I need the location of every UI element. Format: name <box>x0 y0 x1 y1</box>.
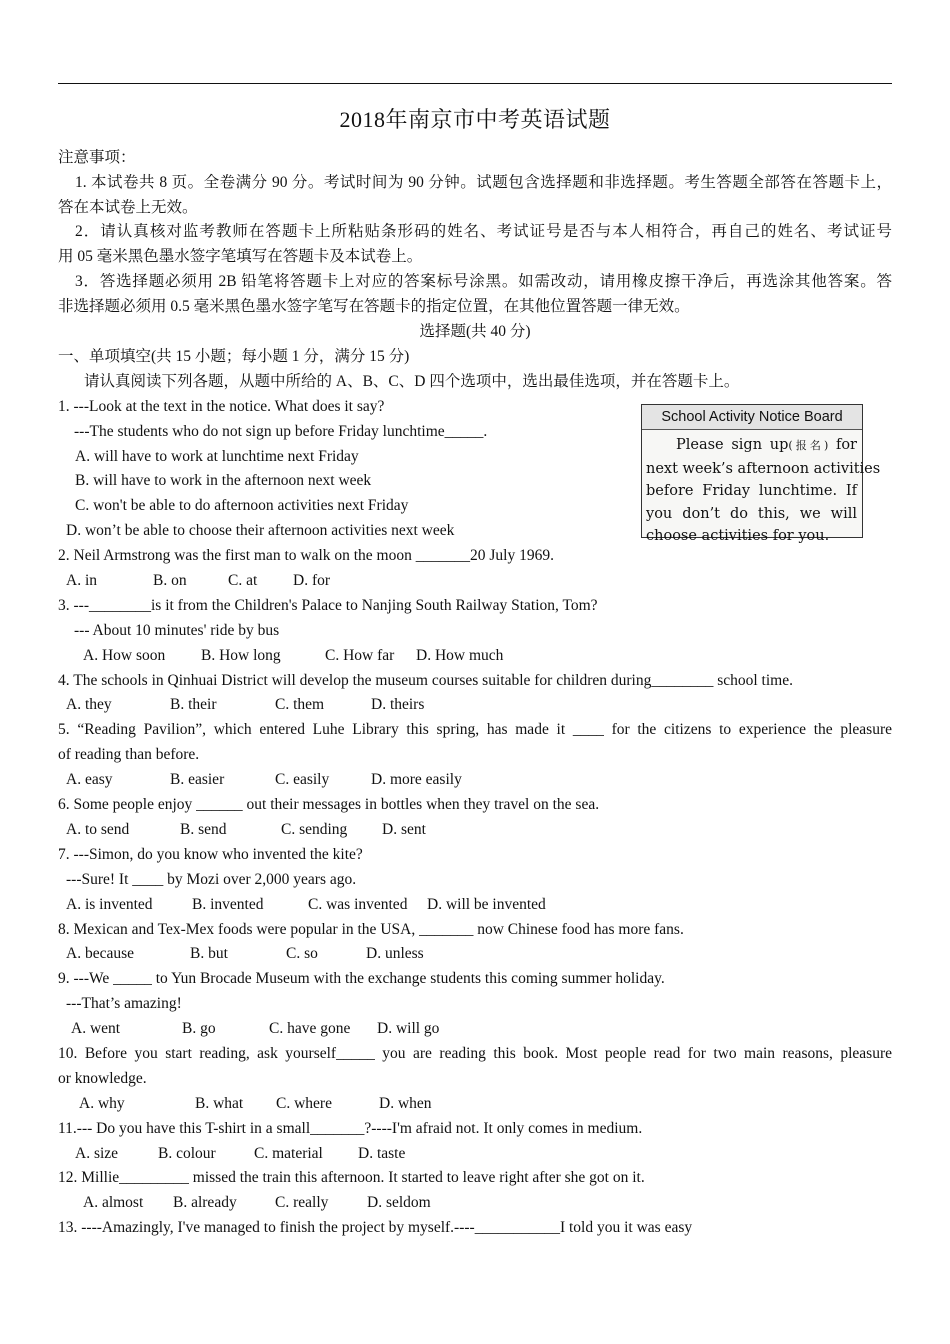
q11-option-a: A. size <box>75 1145 119 1162</box>
q5-option-d: D. more easily <box>371 771 462 788</box>
q5-option-b: B. easier <box>170 771 225 788</box>
q10-option-c: C. where <box>276 1095 332 1112</box>
q12-option-d: D. seldom <box>367 1194 431 1211</box>
q12-option-c: C. really <box>275 1194 329 1211</box>
q9-option-d: D. will go <box>377 1020 440 1037</box>
notice-board-image <box>641 404 881 544</box>
q6-option-c: C. sending <box>281 821 348 838</box>
q11-stem: 11.--- Do you have this T-shirt in a small_______?----I'm afraid not. It only comes in medium. <box>58 1120 643 1137</box>
q11-option-d: D. taste <box>358 1145 406 1162</box>
note-2-line-2: 用 05 毫米黑色墨水签字笔填写在答题卡及本试卷上。 <box>58 248 423 265</box>
q5-stem-line-2: of reading than before. <box>58 746 200 763</box>
q7-stem-2: ---Sure! It ____ by Mozi over 2,000 years ago. <box>66 871 357 888</box>
q2-option-d: D. for <box>293 572 331 589</box>
q8-option-b: B. but <box>190 945 228 962</box>
q9-option-a: A. went <box>71 1020 121 1037</box>
q3-stem-2: --- About 10 minutes' ride by bus <box>74 622 280 639</box>
q13-stem: 13. ----Amazingly, I've managed to finish the project by myself.----___________I told you it was easy <box>58 1219 693 1236</box>
notice-board-text <box>642 430 881 548</box>
q9-stem-2: ---That’s amazing! <box>66 995 182 1012</box>
q3-option-a: A. How soon <box>83 647 166 664</box>
section-title: 选择题(共 40 分) <box>419 323 531 340</box>
q4-option-b: B. their <box>170 696 217 713</box>
q2-stem: 2. Neil Armstrong was the first man to walk on the moon _______20 July 1969. <box>58 547 554 564</box>
note-3-line-1: 3．答选择题必须用 2B 铅笔将答题卡上对应的答案标号涂黑。如需改动，请用橡皮擦干净后，再选涂其他答案。答 <box>75 273 892 290</box>
top-rule <box>58 83 892 84</box>
q9-stem: 9. ---We _____ to Yun Brocade Museum with the exchange students this coming summer holiday. <box>58 970 665 987</box>
q8-stem: 8. Mexican and Tex-Mex foods were popular in the USA, _______ now Chinese food has more fans. <box>58 921 684 938</box>
q10-option-d: D. when <box>379 1095 432 1112</box>
q4-option-a: A. they <box>66 696 112 713</box>
q2-option-a: A. in <box>66 572 97 589</box>
q10-option-b: B. what <box>195 1095 244 1112</box>
q6-option-b: B. send <box>180 821 227 838</box>
part-one-heading: 一、单项填空(共 15 小题；每小题 1 分，满分 15 分) <box>58 348 410 365</box>
q1-option-d: D. won’t be able to choose their afternoon activities next week <box>66 522 455 539</box>
notice-line-5: choose activities for you. <box>646 528 830 544</box>
q1-option-a: A. will have to work at lunchtime next Friday <box>75 448 359 465</box>
q11-option-b: B. colour <box>158 1145 216 1162</box>
q12-option-b: B. already <box>173 1194 237 1211</box>
notice-line-4: you don’t do this, we will <box>646 505 857 522</box>
q4-stem: 4. The schools in Qinhuai District will develop the museum courses suitable for children during________ school time. <box>58 672 793 689</box>
notice-line-2: next week’s afternoon activities <box>646 460 881 477</box>
q8-option-c: C. so <box>286 945 318 962</box>
notice-line-1: Please sign up(报名) for <box>676 437 857 453</box>
q1-stem: 1. ---Look at the text in the notice. What does it say? <box>58 398 385 415</box>
note-1-line-1: 1. 本试卷共 8 页。全卷满分 90 分。考试时间为 90 分钟。试题包含选择题和非选择题。考生答题全部答在答题卡上， <box>75 174 892 191</box>
page-title: 2018年南京市中考英语试题 <box>339 107 611 132</box>
q10-stem-line-2: or knowledge. <box>58 1070 147 1087</box>
q7-option-d: D. will be invented <box>427 896 546 913</box>
q3-option-d: D. How much <box>416 647 504 664</box>
q10-option-a: A. why <box>79 1095 125 1112</box>
q5-option-a: A. easy <box>66 771 113 788</box>
part-one-instruction: 请认真阅读下列各题，从题中所给的 A、B、C、D 四个选项中，选出最佳选项，并在答题卡上。 <box>84 373 740 390</box>
q7-option-b: B. invented <box>192 896 264 913</box>
q6-stem: 6. Some people enjoy ______ out their messages in bottles when they travel on the sea. <box>58 796 600 813</box>
q1-option-b: B. will have to work in the afternoon next week <box>75 472 372 489</box>
q1-stem-2: ---The students who do not sign up before Friday lunchtime_____. <box>74 423 488 440</box>
note-1-line-2: 答在本试卷上无效。 <box>58 199 198 216</box>
notes-heading: 注意事项： <box>58 149 136 166</box>
q12-option-a: A. almost <box>83 1194 144 1211</box>
notice-line-3: before Friday lunchtime. If <box>646 483 857 499</box>
q4-option-d: D. theirs <box>371 696 425 713</box>
q6-option-d: D. sent <box>382 821 426 838</box>
q3-stem: 3. ---________is it from the Children's Palace to Nanjing South Railway Station, Tom? <box>58 597 598 614</box>
q2-option-b: B. on <box>153 572 187 589</box>
note-2-line-1: 2．请认真核对监考教师在答题卡上所粘贴条形码的姓名、考试证号是否与本人相符合，再自己的姓名、考试证号 <box>75 223 892 240</box>
q8-option-a: A. because <box>66 945 134 962</box>
note-3-line-2: 非选择题必须用 0.5 毫米黑色墨水签字笔写在答题卡的指定位置，在其他位置答题一律无效。 <box>58 298 690 315</box>
q6-option-a: A. to send <box>66 821 130 838</box>
q12-stem: 12. Millie_________ missed the train this afternoon. It started to leave right after she got on it. <box>58 1169 645 1186</box>
q5-stem-line-1: 5. “Reading Pavilion”, which entered Luhe Library this spring, has made it ____ for the citizens to experience the pleasure <box>58 721 892 738</box>
q11-option-c: C. material <box>254 1145 323 1162</box>
q1-option-c: C. won't be able to do afternoon activities next Friday <box>75 497 409 514</box>
q3-option-c: C. How far <box>325 647 395 664</box>
q10-stem-line-1: 10. Before you start reading, ask yourself_____ you are reading this book. Most people read for two main reasons, pleasure <box>58 1045 892 1062</box>
q4-option-c: C. them <box>275 696 325 713</box>
q9-option-c: C. have gone <box>269 1020 351 1037</box>
q5-option-c: C. easily <box>275 771 330 788</box>
q8-option-d: D. unless <box>366 945 424 962</box>
q9-option-b: B. go <box>182 1020 216 1037</box>
q3-option-b: B. How long <box>201 647 281 664</box>
q7-option-a: A. is invented <box>66 896 153 913</box>
q2-option-c: C. at <box>228 572 258 589</box>
notice-board-header: School Activity Notice Board <box>642 405 862 430</box>
q7-stem: 7. ---Simon, do you know who invented the kite? <box>58 846 363 863</box>
q7-option-c: C. was invented <box>308 896 408 913</box>
